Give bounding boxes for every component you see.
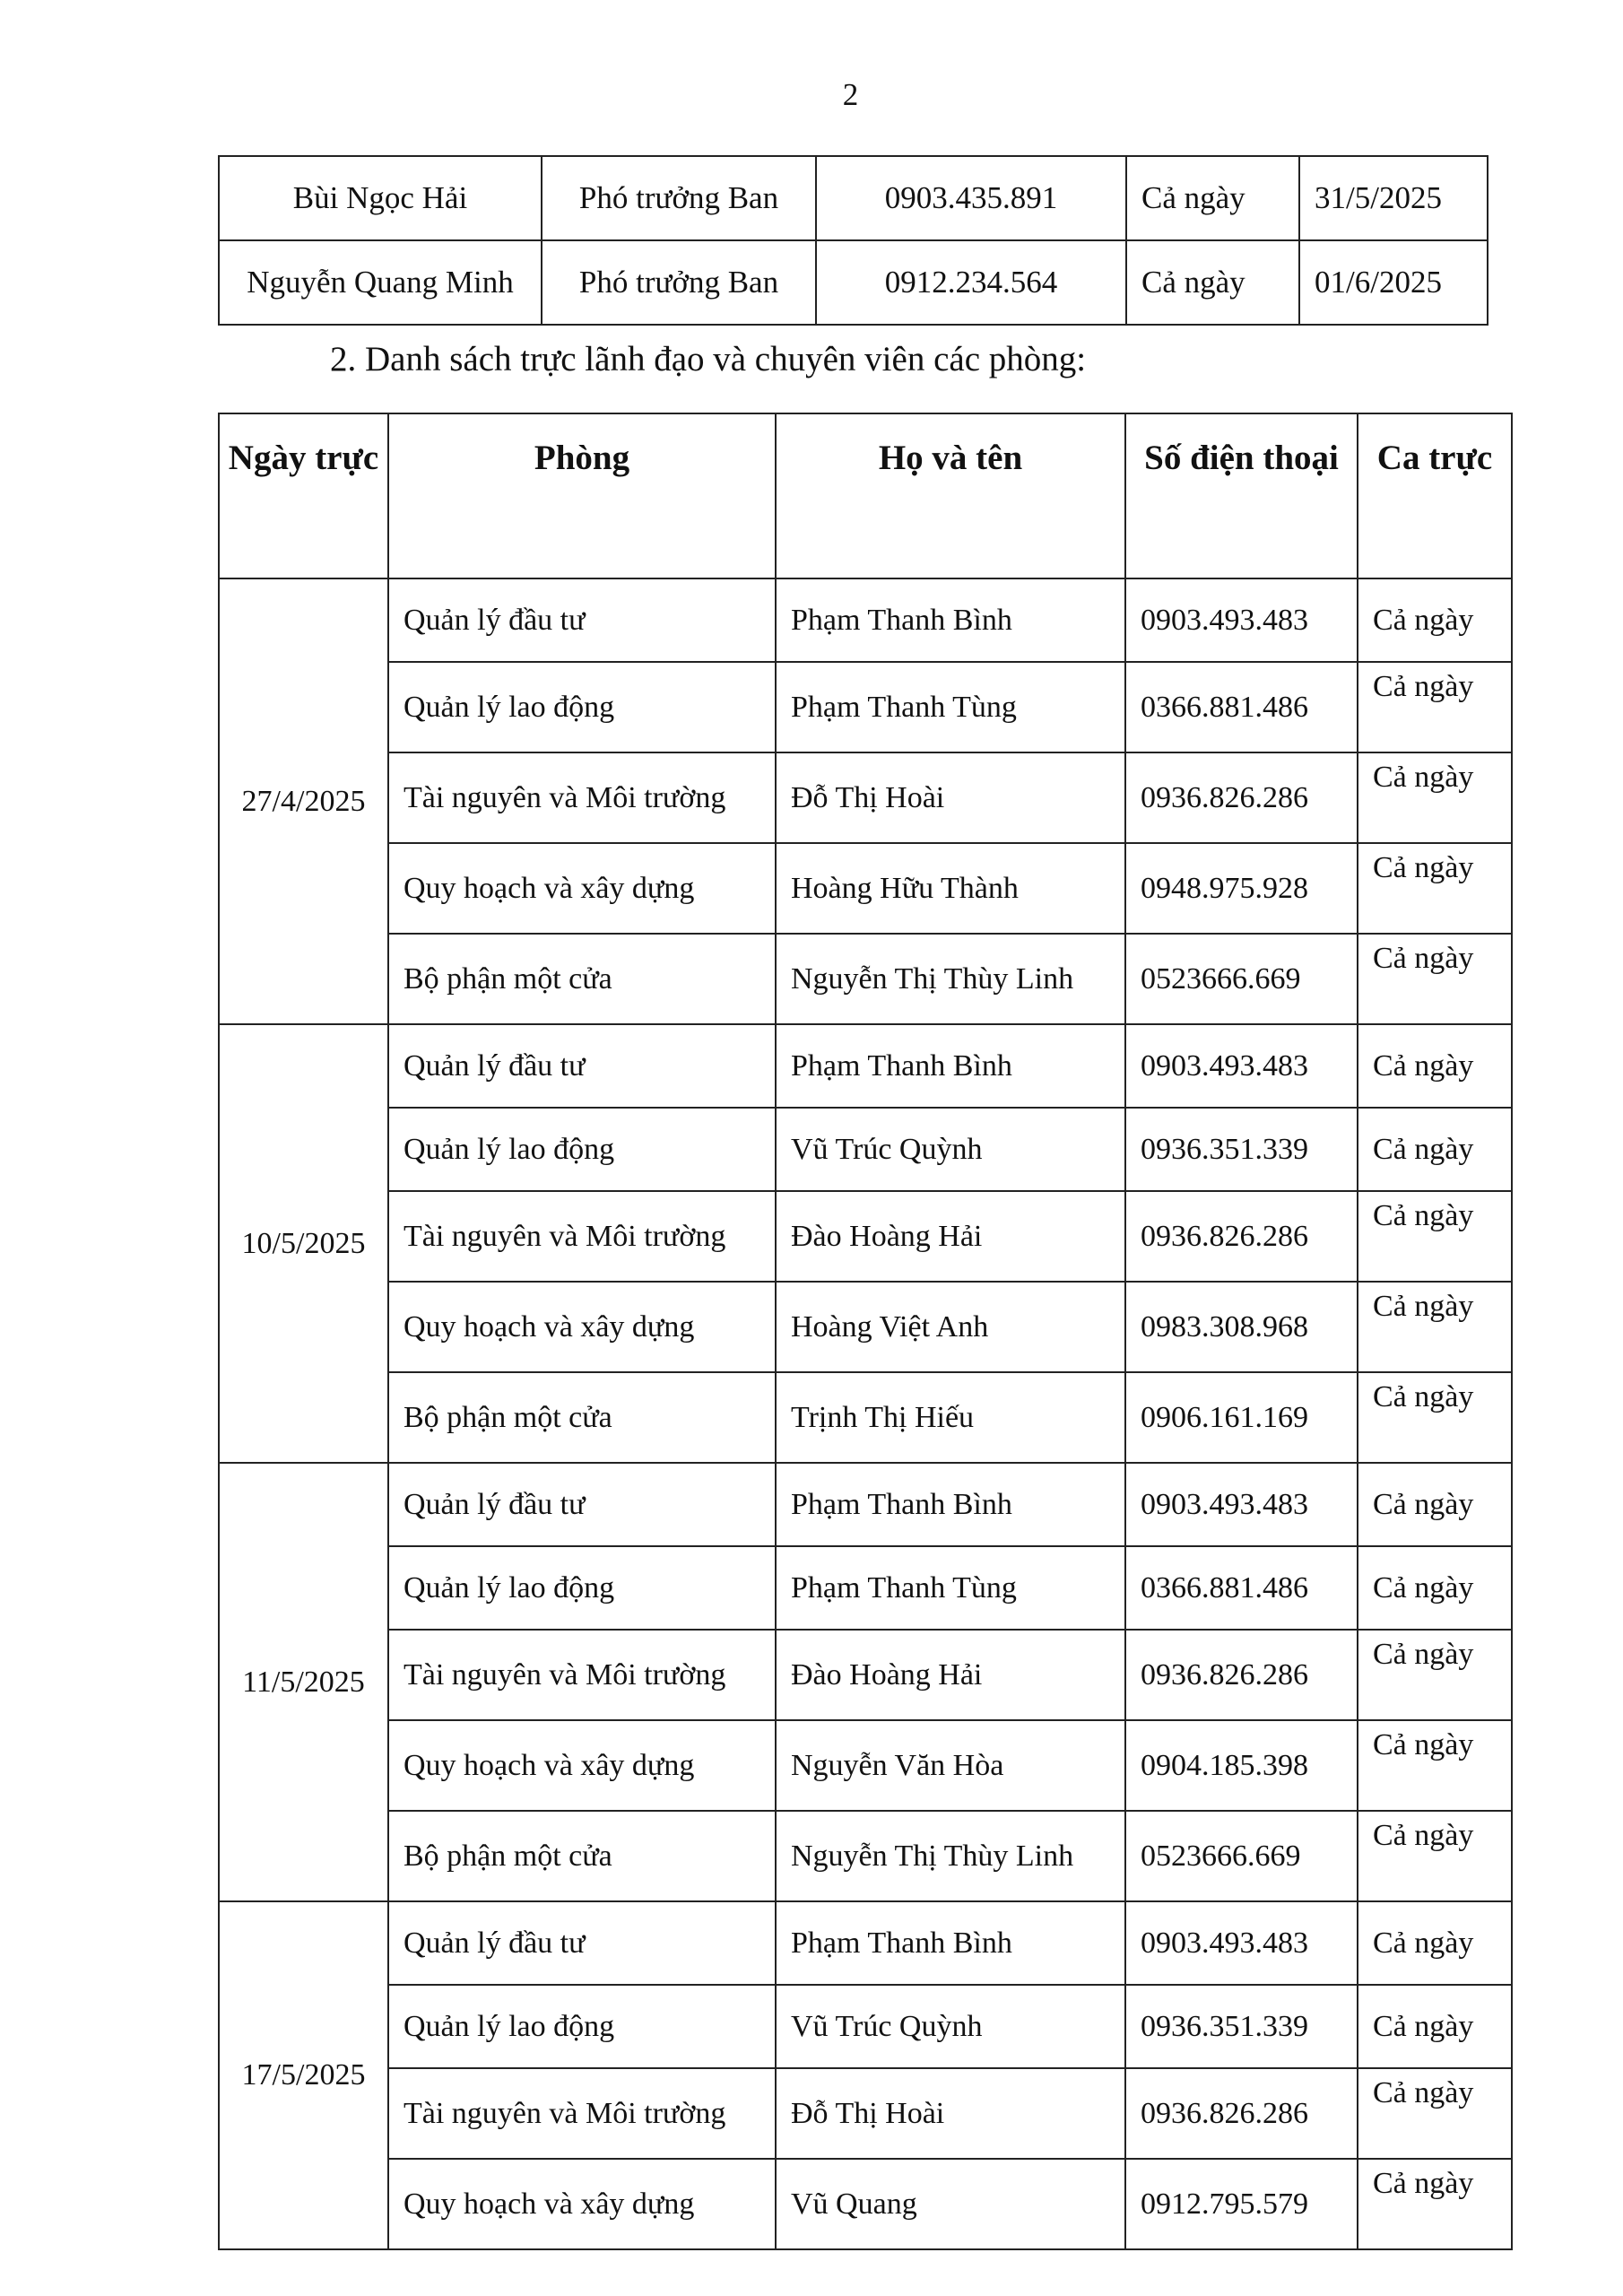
duty-shift: Cả ngày [1358,1191,1512,1282]
table-row [219,934,1512,1024]
leader-phone: 0912.234.564 [816,240,1126,325]
duty-name: Vũ Trúc Quỳnh [776,1108,1125,1191]
header-department: Phòng [388,413,776,578]
duty-department: Quy hoạch và xây dựng [388,1720,776,1811]
duty-department: Tài nguyên và Môi trường [388,1630,776,1720]
duty-shift: Cả ngày [1358,752,1512,843]
table-row [219,752,1512,843]
leader-phone: 0903.435.891 [816,156,1126,240]
table-row [219,1546,1512,1630]
duty-phone: 0903.493.483 [1125,1901,1358,1985]
duty-department: Quản lý đầu tư [388,578,776,662]
duty-shift: Cả ngày [1358,2068,1512,2159]
duty-phone: 0936.826.286 [1125,1191,1358,1282]
duty-shift: Cả ngày [1358,1811,1512,1901]
header-name: Họ và tên [776,413,1125,578]
table-row [219,1630,1512,1720]
duty-name: Hoàng Hữu Thành [776,843,1125,934]
table-row [219,156,1488,240]
duty-phone: 0936.351.339 [1125,1985,1358,2068]
leader-shift: Cả ngày [1126,240,1299,325]
duty-department: Bộ phận một cửa [388,1811,776,1901]
duty-name: Phạm Thanh Bình [776,1463,1125,1546]
duty-name: Vũ Quang [776,2159,1125,2249]
duty-name: Trịnh Thị Hiếu [776,1372,1125,1463]
leader-name: Nguyễn Quang Minh [219,240,542,325]
duty-department: Quản lý đầu tư [388,1024,776,1108]
duty-department: Tài nguyên và Môi trường [388,2068,776,2159]
duty-name: Phạm Thanh Tùng [776,1546,1125,1630]
header-date: Ngày trực [219,413,388,578]
table-row [219,2068,1512,2159]
duty-department: Quản lý lao động [388,662,776,752]
duty-department: Quy hoạch và xây dựng [388,1282,776,1372]
table-row [219,1720,1512,1811]
table-row [219,1108,1512,1191]
duty-phone: 0906.161.169 [1125,1372,1358,1463]
duty-department: Quy hoạch và xây dựng [388,843,776,934]
table-row [219,662,1512,752]
duty-name: Phạm Thanh Bình [776,1901,1125,1985]
duty-name: Phạm Thanh Bình [776,1024,1125,1108]
leader-position: Phó trưởng Ban [542,240,816,325]
duty-date: 27/4/2025 [219,578,388,1024]
table-row [219,1463,1512,1546]
duty-phone: 0366.881.486 [1125,1546,1358,1630]
duty-shift: Cả ngày [1358,1024,1512,1108]
duty-department: Tài nguyên và Môi trường [388,1191,776,1282]
page-number: 2 [842,77,859,112]
duty-name: Nguyễn Thị Thùy Linh [776,934,1125,1024]
duty-date: 10/5/2025 [219,1024,388,1463]
duty-date: 17/5/2025 [219,1901,388,2249]
duty-table-body [219,578,1512,2249]
duty-department: Quản lý lao động [388,1985,776,2068]
duty-phone: 0523666.669 [1125,934,1358,1024]
table-row [219,2159,1512,2249]
duty-department: Quản lý lao động [388,1108,776,1191]
duty-name: Phạm Thanh Tùng [776,662,1125,752]
duty-department: Quản lý đầu tư [388,1463,776,1546]
duty-phone: 0904.185.398 [1125,1720,1358,1811]
duty-shift: Cả ngày [1358,1720,1512,1811]
duty-table [218,413,1513,2250]
duty-shift: Cả ngày [1358,1901,1512,1985]
duty-phone: 0903.493.483 [1125,578,1358,662]
duty-shift: Cả ngày [1358,1630,1512,1720]
table-row [219,1811,1512,1901]
duty-phone: 0366.881.486 [1125,662,1358,752]
table-row [219,1372,1512,1463]
leader-name: Bùi Ngọc Hải [219,156,542,240]
duty-phone: 0523666.669 [1125,1811,1358,1901]
leader-date: 31/5/2025 [1299,156,1488,240]
duty-phone: 0936.826.286 [1125,1630,1358,1720]
leader-date: 01/6/2025 [1299,240,1488,325]
table-row [219,578,1512,662]
duty-name: Đào Hoàng Hải [776,1191,1125,1282]
duty-name: Vũ Trúc Quỳnh [776,1985,1125,2068]
duty-phone: 0903.493.483 [1125,1024,1358,1108]
duty-phone: 0948.975.928 [1125,843,1358,934]
duty-phone: 0936.351.339 [1125,1108,1358,1191]
table-row [219,1901,1512,1985]
table-row [219,1282,1512,1372]
duty-department: Bộ phận một cửa [388,934,776,1024]
leaders-table [218,155,1488,326]
duty-shift: Cả ngày [1358,662,1512,752]
section-heading: 2. Danh sách trực lãnh đạo và chuyên viên các phòng: [330,340,1087,378]
duty-department: Tài nguyên và Môi trường [388,752,776,843]
duty-department: Quản lý đầu tư [388,1901,776,1985]
header-phone: Số điện thoại [1125,413,1358,578]
table-row [219,1985,1512,2068]
duty-shift: Cả ngày [1358,1463,1512,1546]
duty-shift: Cả ngày [1358,578,1512,662]
duty-shift: Cả ngày [1358,1985,1512,2068]
duty-phone: 0983.308.968 [1125,1282,1358,1372]
duty-shift: Cả ngày [1358,934,1512,1024]
duty-phone: 0936.826.286 [1125,2068,1358,2159]
duty-name: Nguyễn Thị Thùy Linh [776,1811,1125,1901]
table-row [219,843,1512,934]
duty-name: Đỗ Thị Hoài [776,752,1125,843]
table-row [219,240,1488,325]
table-row [219,1024,1512,1108]
duty-shift: Cả ngày [1358,1108,1512,1191]
duty-phone: 0903.493.483 [1125,1463,1358,1546]
leader-position: Phó trưởng Ban [542,156,816,240]
table-row [219,1191,1512,1282]
duty-name: Nguyễn Văn Hòa [776,1720,1125,1811]
duty-date: 11/5/2025 [219,1463,388,1901]
duty-name: Đỗ Thị Hoài [776,2068,1125,2159]
duty-shift: Cả ngày [1358,843,1512,934]
duty-shift: Cả ngày [1358,1282,1512,1372]
duty-shift: Cả ngày [1358,1546,1512,1630]
duty-shift: Cả ngày [1358,2159,1512,2249]
duty-department: Quy hoạch và xây dựng [388,2159,776,2249]
header-shift: Ca trực [1358,413,1512,578]
duty-shift: Cả ngày [1358,1372,1512,1463]
leader-shift: Cả ngày [1126,156,1299,240]
table-header-row [219,413,1512,578]
duty-department: Bộ phận một cửa [388,1372,776,1463]
duty-department: Quản lý lao động [388,1546,776,1630]
duty-name: Đào Hoàng Hải [776,1630,1125,1720]
duty-name: Phạm Thanh Bình [776,578,1125,662]
duty-phone: 0912.795.579 [1125,2159,1358,2249]
duty-name: Hoàng Việt Anh [776,1282,1125,1372]
duty-phone: 0936.826.286 [1125,752,1358,843]
